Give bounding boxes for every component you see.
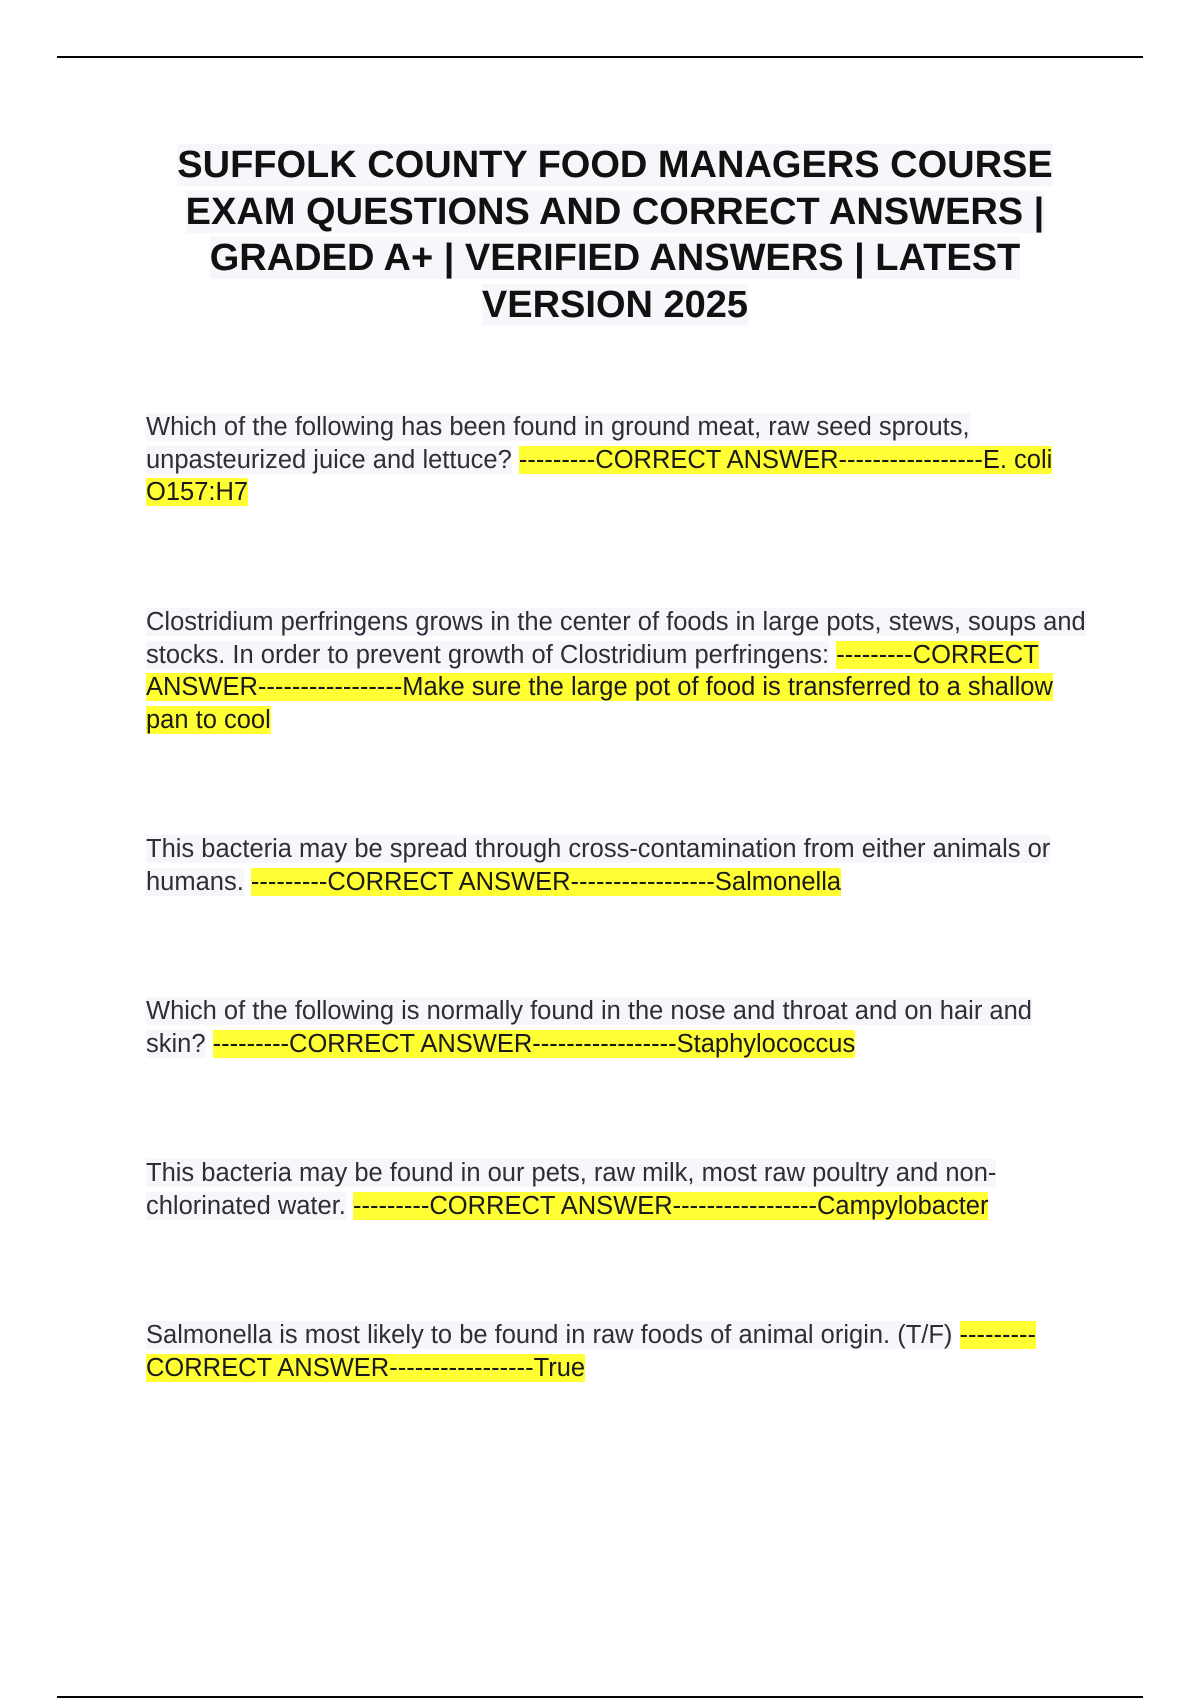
- question-text: Salmonella is most likely to be found in raw foods of animal origin. (T/F): [146, 1321, 953, 1349]
- correct-answer-text: ---------CORRECT ANSWER-----------------Salmonella: [250, 867, 842, 896]
- correct-answer-text: ---------CORRECT ANSWER-----------------E. coli O157:H7: [146, 445, 1053, 506]
- question-text: Clostridium perfringens grows in the center of foods in large pots, stews, soups and stocks. In order to prevent growth of Clostridium perfringens:: [146, 608, 1086, 669]
- qa-item-1: [146, 411, 1090, 509]
- question-text: This bacteria may be found in our pets, raw milk, most raw poultry and non-chlorinated water.: [146, 1159, 997, 1220]
- correct-answer-text: ---------CORRECT ANSWER-----------------Campylobacter: [352, 1191, 989, 1220]
- bottom-divider: [57, 1696, 1143, 1698]
- qa-item-4: [146, 995, 1090, 1060]
- qa-item-6: [146, 1319, 1090, 1384]
- qa-item-2: [146, 606, 1090, 736]
- top-divider: [57, 56, 1143, 58]
- correct-answer-text: ---------CORRECT ANSWER-----------------Staphylococcus: [212, 1029, 856, 1058]
- document-title: [140, 142, 1090, 328]
- question-text: Which of the following has been found in ground meat, raw seed sprouts, unpasteurized juice and lettuce?: [146, 413, 970, 474]
- question-text: Which of the following is normally found in the nose and throat and on hair and skin?: [146, 997, 1032, 1058]
- correct-answer-text: ---------CORRECT ANSWER-----------------Make sure the large pot of food is transferred to a shallow pan to cool: [146, 640, 1053, 734]
- qa-item-5: [146, 1157, 1090, 1222]
- qa-item-3: [146, 833, 1090, 898]
- correct-answer-text: ---------CORRECT ANSWER-----------------True: [146, 1321, 1036, 1382]
- question-text: This bacteria may be spread through cross-contamination from either animals or humans.: [146, 835, 1051, 896]
- document-title-text: SUFFOLK COUNTY FOOD MANAGERS COURSE EXAM QUESTIONS AND CORRECT ANSWERS | GRADED A+ | VERIFIED ANSWERS | LATEST VERSION 2025: [177, 144, 1053, 326]
